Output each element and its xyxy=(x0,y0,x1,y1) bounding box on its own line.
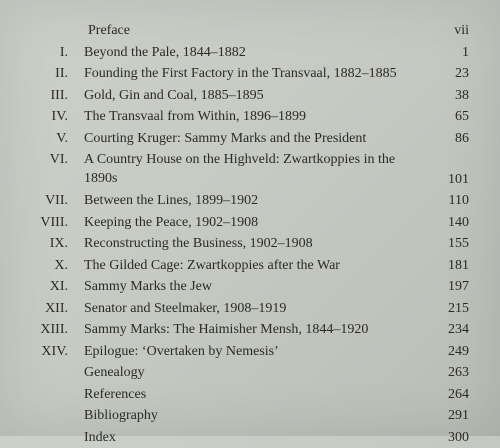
chapter-number: XII. xyxy=(45,298,68,320)
chapter-number: XI. xyxy=(50,276,68,298)
toc-entry-title: Founding the First Factory in the Transvaal, 1882–1885 xyxy=(84,63,424,85)
toc-entry-title: Preface xyxy=(88,20,428,42)
toc-entry-title: Bibliography xyxy=(84,405,424,427)
toc-entry-chapter xyxy=(0,42,500,64)
toc-entry-chapter xyxy=(0,233,500,255)
chapter-number: X. xyxy=(54,255,68,277)
chapter-number: IV. xyxy=(52,106,68,128)
toc-entry-title: The Gilded Cage: Zwartkoppies after the War xyxy=(84,255,424,277)
toc-entry-chapter xyxy=(0,276,500,298)
chapter-number: VI. xyxy=(50,149,68,171)
toc-entry-title: A Country House on the Highveld: Zwartkoppies in the 1890s xyxy=(84,149,424,188)
toc-entry-title: Courting Kruger: Sammy Marks and the President xyxy=(84,128,424,150)
toc-entry-page: 291 xyxy=(448,405,469,427)
toc-entry-page: 110 xyxy=(449,190,469,212)
toc-entry-title: References xyxy=(84,384,424,406)
toc-entry-title: Sammy Marks the Jew xyxy=(84,276,424,298)
toc-entry-chapter xyxy=(0,106,500,128)
toc-entry-page: 234 xyxy=(448,319,469,341)
toc-entry-page: vii xyxy=(454,20,469,42)
toc-entry-appendix xyxy=(0,362,500,384)
chapter-number: III. xyxy=(51,85,69,107)
toc-entry-page: 101 xyxy=(448,169,469,191)
chapter-number: XIV. xyxy=(41,341,68,363)
toc-entry-page: 263 xyxy=(448,362,469,384)
toc-entry-page: 140 xyxy=(448,212,469,234)
toc-entry-title: Between the Lines, 1899–1902 xyxy=(84,190,424,212)
toc-entry-page: 197 xyxy=(448,276,469,298)
toc-entry-title: Genealogy xyxy=(84,362,424,384)
toc-entry-page: 65 xyxy=(455,106,469,128)
toc-entry-page: 181 xyxy=(448,255,469,277)
toc-entry-page: 23 xyxy=(455,63,469,85)
toc-entry-chapter xyxy=(0,212,500,234)
chapter-number: XIII. xyxy=(40,319,68,341)
chapter-number: V. xyxy=(56,128,68,150)
toc-entry-page: 249 xyxy=(448,341,469,363)
chapter-number: VII. xyxy=(45,190,68,212)
toc-entry-title: Reconstructing the Business, 1902–1908 xyxy=(84,233,424,255)
toc-entry-chapter xyxy=(0,319,500,341)
chapter-number: VIII. xyxy=(40,212,68,234)
toc-entry-title: Epilogue: ‘Overtaken by Nemesis’ xyxy=(84,341,424,363)
toc-entry-page: 300 xyxy=(448,427,469,448)
toc-entry-title: Beyond the Pale, 1844–1882 xyxy=(84,42,424,64)
toc-entry-chapter xyxy=(0,341,500,363)
toc-entry-page: 86 xyxy=(455,128,469,150)
chapter-number: II. xyxy=(55,63,68,85)
toc-entry-title: Gold, Gin and Coal, 1885–1895 xyxy=(84,85,424,107)
toc-entry-chapter xyxy=(0,63,500,85)
toc-entry-title: Sammy Marks: The Haimisher Mensh, 1844–1920 xyxy=(84,319,424,341)
toc-entry-page: 38 xyxy=(455,85,469,107)
toc-entry-page: 215 xyxy=(448,298,469,320)
toc-entry-title: Index xyxy=(84,427,424,448)
toc-entry-chapter xyxy=(0,85,500,107)
toc-entry-chapter xyxy=(0,128,500,150)
toc-entry-page: 264 xyxy=(448,384,469,406)
toc-entry-chapter xyxy=(0,298,500,320)
toc-entry-title: Senator and Steelmaker, 1908–1919 xyxy=(84,298,424,320)
toc-entry-appendix xyxy=(0,384,500,406)
chapter-number: I. xyxy=(60,42,68,64)
toc-entry-appendix xyxy=(0,427,500,448)
toc-entry-page: 1 xyxy=(462,42,469,64)
chapter-number: IX. xyxy=(50,233,68,255)
toc-entry-chapter xyxy=(0,149,500,190)
table-of-contents xyxy=(0,20,500,448)
toc-entry-title: Keeping the Peace, 1902–1908 xyxy=(84,212,424,234)
toc-entry-preface xyxy=(0,20,500,42)
toc-entry-chapter xyxy=(0,190,500,212)
toc-entry-page: 155 xyxy=(448,233,469,255)
toc-entry-title: The Transvaal from Within, 1896–1899 xyxy=(84,106,424,128)
toc-entry-appendix xyxy=(0,405,500,427)
toc-entry-chapter xyxy=(0,255,500,277)
